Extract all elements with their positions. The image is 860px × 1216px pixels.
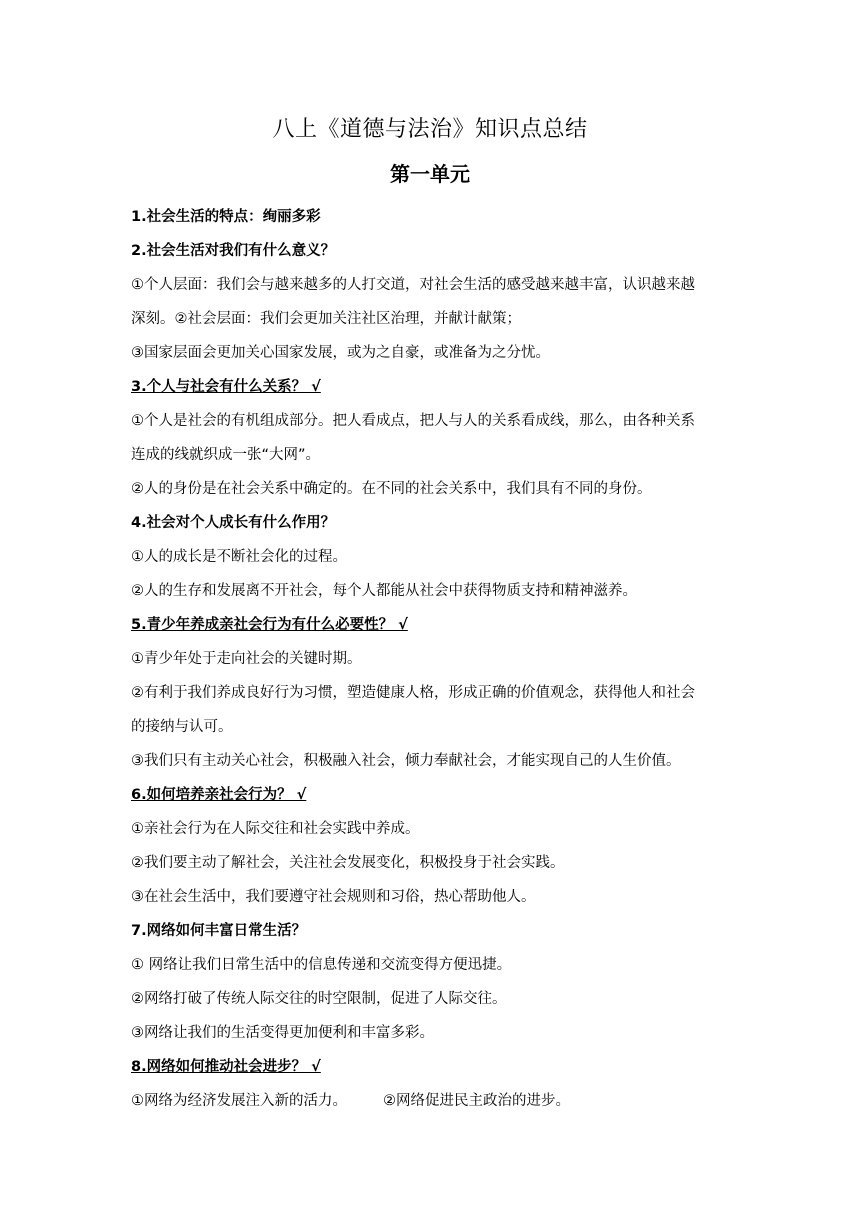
document-body — [131, 200, 741, 1118]
section-heading: 5.青少年养成亲社会行为有什么必要性？ √ — [131, 617, 408, 633]
section-heading: 2.社会生活对我们有什么意义？ — [131, 243, 336, 259]
paragraph-line: ③国家层面会更加关心国家发展，或为之自豪，或准备为之分忧。 — [131, 345, 550, 361]
paragraph-line: ①青少年处于走向社会的关键时期。 — [131, 651, 362, 667]
paragraph-line: ①个人层面：我们会与越来越多的人打交道，对社会生活的感受越来越丰富，认识越来越 — [131, 277, 695, 293]
paragraph-line: ②我们要主动了解社会，关注社会发展变化，积极投身于社会实践。 — [131, 855, 565, 871]
section-heading: 4.社会对个人成长有什么作用？ — [131, 515, 336, 531]
section-heading: 8.网络如何推动社会进步？ √ — [131, 1059, 321, 1075]
paragraph-line: ②有利于我们养成良好行为习惯，塑造健康人格，形成正确的价值观念，获得他人和社会 — [131, 685, 695, 701]
paragraph-line: ③在社会生活中，我们要遵守社会规则和习俗，热心帮助他人。 — [131, 889, 536, 905]
section-heading: 1.社会生活的特点：绚丽多彩 — [131, 209, 321, 225]
paragraph-line: 连成的线就织成一张“大网”。 — [131, 447, 321, 463]
paragraph-line: 的接纳与认可。 — [131, 719, 233, 735]
paragraph-segment: ①网络为经济发展注入新的活力。 — [131, 1093, 347, 1109]
document-title: 八上《道德与法治》知识点总结 — [272, 117, 588, 142]
paragraph-line: ①亲社会行为在人际交往和社会实践中养成。 — [131, 821, 420, 837]
section-heading: 7.网络如何丰富日常生活？ — [131, 923, 307, 939]
section-heading: 3.个人与社会有什么关系？ √ — [131, 379, 321, 395]
paragraph-segment: ②网络促进民主政治的进步。 — [383, 1093, 570, 1109]
paragraph-line: ①人的成长是不断社会化的过程。 — [131, 549, 347, 565]
paragraph-line: 深刻。②社会层面：我们会更加关注社区治理，并献计献策； — [131, 311, 521, 327]
section-heading: 6.如何培养亲社会行为？ √ — [131, 787, 307, 803]
paragraph-line: ① 网络让我们日常生活中的信息传递和交流变得方便迅捷。 — [131, 957, 512, 973]
paragraph-line: ③网络让我们的生活变得更加便利和丰富多彩。 — [131, 1025, 434, 1041]
paragraph-line: ①个人是社会的有机组成部分。把人看成点，把人与人的关系看成线，那么，由各种关系 — [131, 413, 695, 429]
paragraph-line: ②网络打破了传统人际交往的时空限制，促进了人际交往。 — [131, 991, 507, 1007]
unit-heading: 第一单元 — [390, 162, 470, 186]
paragraph-line: ③我们只有主动关心社会，积极融入社会，倾力奉献社会，才能实现自己的人生价值。 — [131, 753, 681, 769]
paragraph-line: ②人的生存和发展离不开社会，每个人都能从社会中获得物质支持和精神滋养。 — [131, 583, 637, 599]
paragraph-line: ②人的身份是在社会关系中确定的。在不同的社会关系中，我们具有不同的身份。 — [131, 481, 652, 497]
paragraph-line — [131, 1084, 741, 1118]
